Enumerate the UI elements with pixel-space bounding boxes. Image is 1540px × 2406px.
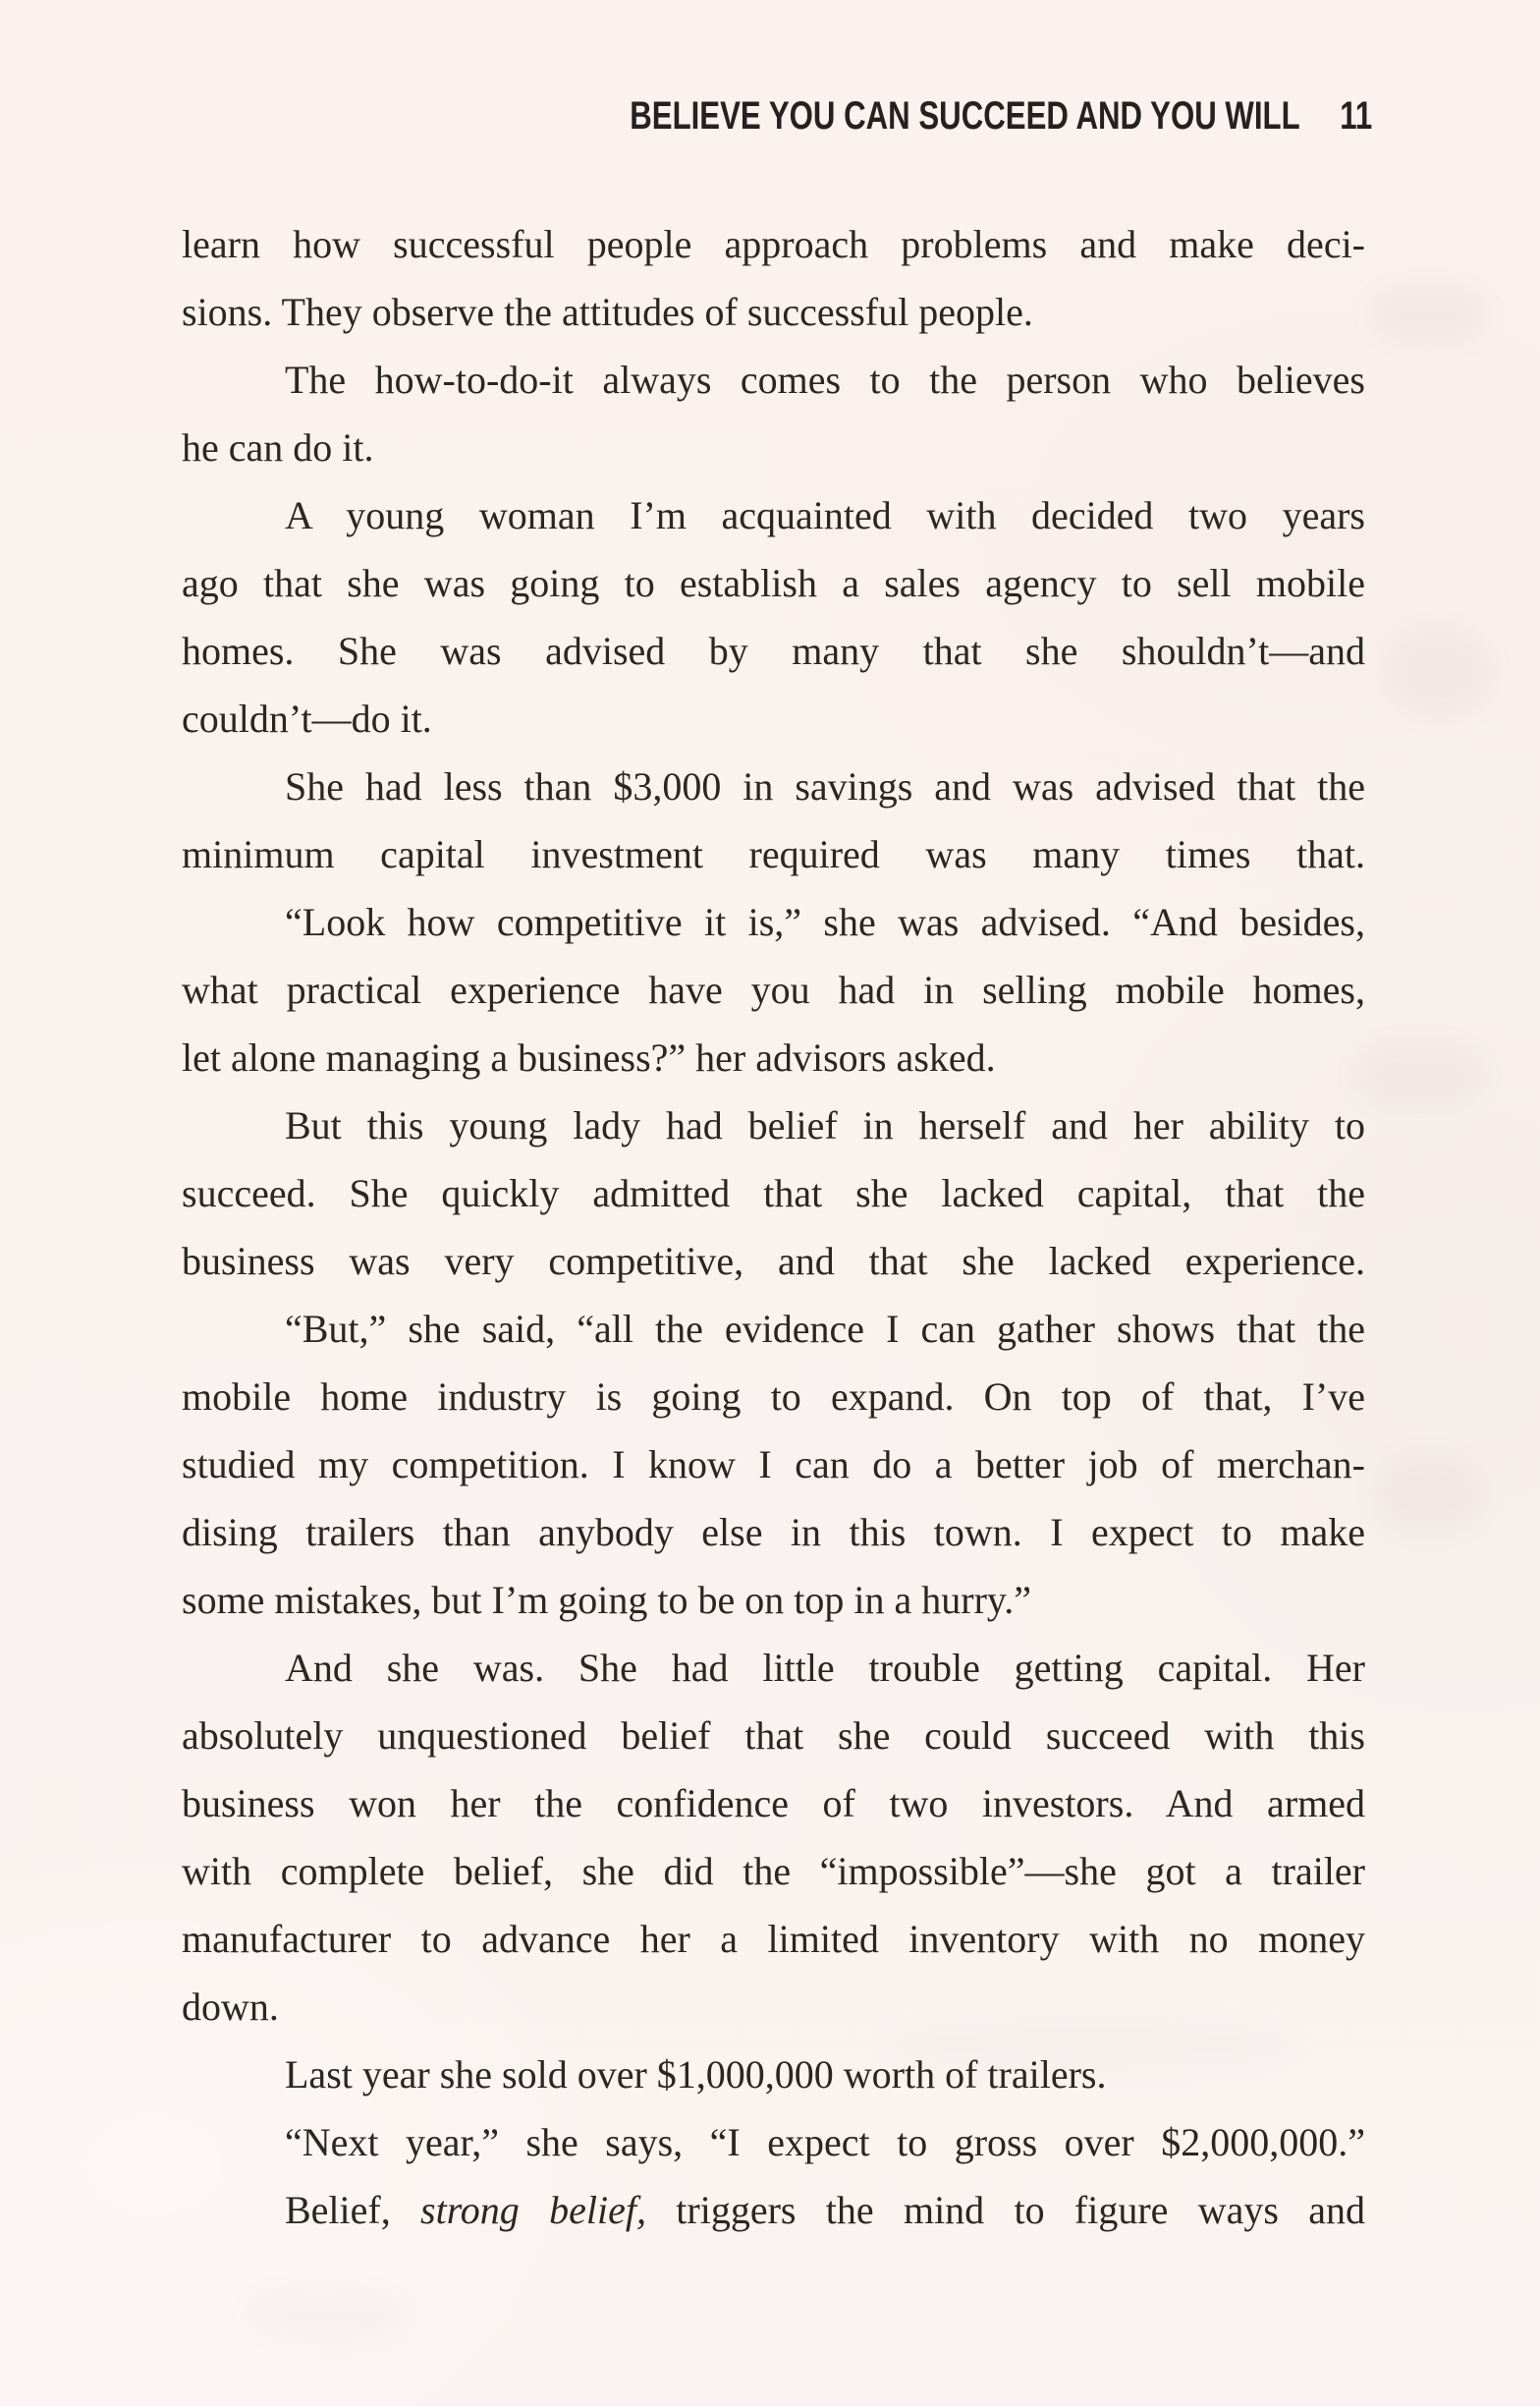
paragraph xyxy=(182,2176,1365,2244)
text-line: manufacturer to advance her a limited inventory with no money xyxy=(182,1917,1365,1961)
text-line: “Next year,” she says, “I expect to gross over $2,000,000.” xyxy=(285,2120,1365,2164)
text-line: A young woman I’m acquainted with decided two years xyxy=(285,493,1365,537)
text-line: absolutely unquestioned belief that she could succeed with this xyxy=(182,1713,1365,1758)
text-line: with complete belief, she did the “impossible”—she got a trailer xyxy=(182,1849,1365,1893)
running-head xyxy=(630,94,1372,138)
text-line: mobile home industry is going to expand. On top of that, I’ve xyxy=(182,1374,1365,1419)
scan-artifact xyxy=(1375,1454,1483,1533)
text-line: business won her the confidence of two investors. And armed xyxy=(182,1781,1365,1825)
text-line: down. xyxy=(182,1985,279,2029)
text-line: And she was. She had little trouble getting capital. Her xyxy=(285,1646,1365,1690)
scan-artifact xyxy=(1370,285,1488,344)
paragraph xyxy=(182,2108,1365,2176)
text-line: succeed. She quickly admitted that she lacked capital, that the xyxy=(182,1171,1365,1215)
paragraph xyxy=(182,346,1365,481)
paragraph xyxy=(182,888,1365,1091)
text-line: But this young lady had belief in herself and her ability to xyxy=(285,1103,1365,1147)
paragraph xyxy=(182,753,1365,888)
paragraph xyxy=(182,1634,1365,2041)
text-line: Last year she sold over $1,000,000 worth of trailers. xyxy=(285,2052,1107,2097)
text-line: “But,” she said, “all the evidence I can gather shows that the xyxy=(285,1307,1365,1351)
text-line: learn how successful people approach problems and make deci- xyxy=(182,222,1365,266)
text-line xyxy=(182,2176,1365,2244)
text-segment: triggers the mind to figure ways and xyxy=(645,2188,1365,2232)
text-line: sions. They observe the attitudes of successful people. xyxy=(182,290,1033,334)
text-line: business was very competitive, and that she lacked experience. xyxy=(182,1239,1365,1283)
text-line: let alone managing a business?” her advisors asked. xyxy=(182,1035,996,1080)
italic-text-segment: strong belief, xyxy=(420,2188,646,2232)
text-line: minimum capital investment required was many times that. xyxy=(182,832,1365,876)
text-line: The how-to-do-it always comes to the person who believes xyxy=(285,358,1365,402)
scan-artifact xyxy=(1355,1041,1483,1110)
page-number: 11 xyxy=(1340,94,1372,138)
text-line: couldn’t—do it. xyxy=(182,697,432,741)
paragraph xyxy=(182,481,1365,753)
paragraph xyxy=(182,2041,1365,2108)
paragraph xyxy=(182,1091,1365,1295)
text-line: some mistakes, but I’m going to be on top in a hurry.” xyxy=(182,1578,1032,1622)
running-title: BELIEVE YOU CAN SUCCEED AND YOU WILL xyxy=(630,94,1300,138)
text-line: he can do it. xyxy=(182,425,374,470)
paragraph xyxy=(182,1295,1365,1634)
scan-artifact xyxy=(1385,629,1493,717)
text-line: dising trailers than anybody else in this town. I expect to make xyxy=(182,1510,1365,1554)
text-line: studied my competition. I know I can do a better job of merchan- xyxy=(182,1442,1365,1486)
page-body xyxy=(182,210,1365,2244)
text-line: She had less than $3,000 in savings and was advised that the xyxy=(285,764,1365,809)
text-segment: Belief, xyxy=(285,2188,421,2232)
text-line: ago that she was going to establish a sales agency to sell mobile xyxy=(182,561,1365,605)
text-line: “Look how competitive it is,” she was advised. “And besides, xyxy=(285,900,1365,944)
scan-artifact xyxy=(246,2289,403,2338)
paragraph xyxy=(182,210,1365,346)
text-line: homes. She was advised by many that she shouldn’t—and xyxy=(182,629,1365,673)
text-line: what practical experience have you had in selling mobile homes, xyxy=(182,968,1365,1012)
